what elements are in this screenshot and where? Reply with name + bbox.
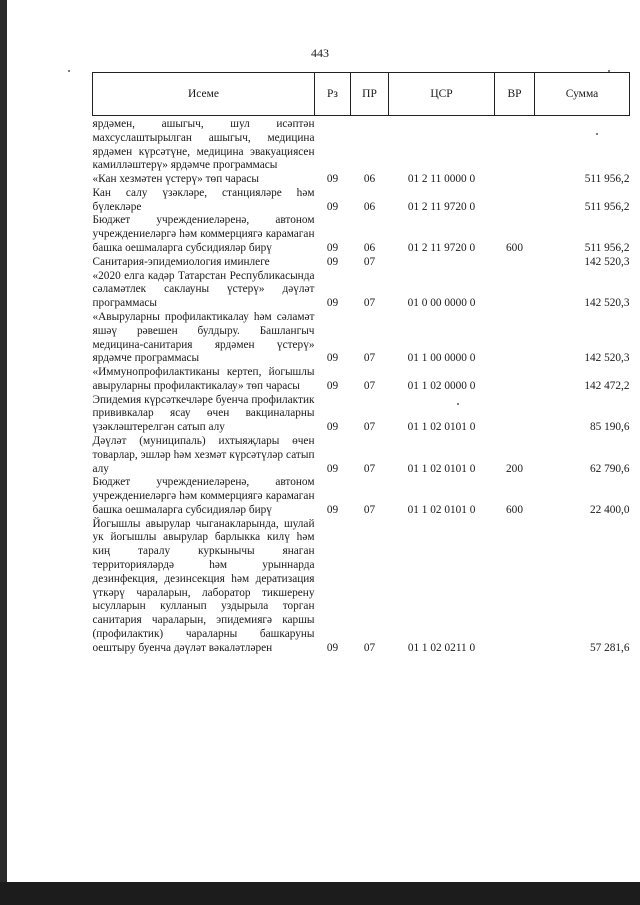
row-vr bbox=[495, 270, 535, 311]
scan-speck bbox=[68, 70, 70, 72]
row-sum: 142 472,2 bbox=[584, 379, 630, 392]
row-name: Дәүләт (муниципаль) ихтыяҗлары өчен товарлар, эшләр һәм хезмәт күрсәтүләр сатып алу bbox=[92, 434, 315, 475]
row-vr bbox=[495, 256, 535, 270]
row-name: Санитария-эпидемиология иминлеге bbox=[92, 255, 270, 268]
row-csr bbox=[389, 116, 495, 174]
table-row bbox=[93, 435, 630, 476]
row-rz: 09 bbox=[326, 503, 339, 516]
row-pr: 07 bbox=[363, 352, 376, 365]
header-rz: Рз bbox=[315, 73, 351, 116]
header-csr: ЦСР bbox=[389, 73, 495, 116]
row-sum bbox=[535, 116, 630, 174]
row-name: Кан салу үзәкләре, станцияләре һәм бүлекләре bbox=[92, 186, 315, 213]
row-name: Бюджет учреждениеләренә, автоном учреждениеләргә һәм коммерциягә карамаган башка оешмаларга субсидияләр бирү bbox=[92, 214, 315, 255]
row-rz: 09 bbox=[326, 421, 339, 434]
row-pr: 07 bbox=[363, 503, 376, 516]
row-csr: 01 1 02 0101 0 bbox=[407, 462, 476, 475]
header-pr: ПР bbox=[351, 73, 389, 116]
row-vr bbox=[495, 116, 535, 174]
row-sum: 142 520,3 bbox=[584, 297, 630, 310]
row-sum: 142 520,3 bbox=[584, 352, 630, 365]
row-name: «Кан хезмәтен үстерү» төп чарасы bbox=[92, 173, 260, 186]
table-row bbox=[93, 116, 630, 174]
row-sum: 57 281,6 bbox=[589, 641, 630, 654]
row-pr: 06 bbox=[363, 242, 376, 255]
row-pr: 07 bbox=[363, 379, 376, 392]
row-pr bbox=[351, 116, 389, 174]
row-sum: 142 520,3 bbox=[584, 255, 630, 268]
row-vr: 600 bbox=[506, 242, 523, 255]
row-rz: 09 bbox=[326, 255, 339, 268]
scan-edge-left bbox=[0, 0, 7, 905]
row-pr: 06 bbox=[363, 173, 376, 186]
row-rz: 09 bbox=[326, 173, 339, 186]
table-row bbox=[93, 366, 630, 394]
table-row bbox=[93, 311, 630, 366]
table-header-row bbox=[93, 73, 630, 116]
row-csr bbox=[389, 256, 495, 270]
row-rz: 09 bbox=[326, 352, 339, 365]
row-vr: 200 bbox=[506, 462, 523, 475]
row-sum: 511 956,2 bbox=[584, 173, 630, 186]
row-vr bbox=[495, 173, 535, 187]
budget-table bbox=[92, 72, 630, 655]
table-row bbox=[93, 256, 630, 270]
row-csr: 01 1 02 0211 0 bbox=[407, 641, 476, 654]
row-pr: 07 bbox=[363, 255, 376, 268]
row-csr: 01 2 11 0000 0 bbox=[407, 173, 476, 186]
table-row bbox=[93, 518, 630, 656]
row-pr: 07 bbox=[363, 462, 376, 475]
row-pr: 07 bbox=[363, 297, 376, 310]
row-name: «Иммунопрофилактиканы кертеп, йогышлы авыруларны профилактикалау» төп чарасы bbox=[92, 366, 315, 392]
row-csr: 01 1 02 0101 0 bbox=[407, 503, 476, 516]
row-csr: 01 1 02 0101 0 bbox=[407, 421, 476, 434]
row-rz: 09 bbox=[326, 462, 339, 475]
header-sum: Сумма bbox=[535, 73, 630, 116]
row-rz bbox=[315, 116, 351, 174]
row-vr bbox=[495, 187, 535, 215]
row-name: Бюджет учреждениеләренә, автоном учреждениеләргә һәм коммерциягә карамаган башка оешмаларга субсидияләр бирү bbox=[92, 476, 315, 516]
table-row bbox=[93, 476, 630, 517]
row-csr: 01 2 11 9720 0 bbox=[407, 242, 476, 255]
row-vr bbox=[495, 366, 535, 394]
table-row bbox=[93, 214, 630, 255]
scan-speck bbox=[596, 133, 598, 135]
scan-speck bbox=[457, 403, 459, 405]
row-csr: 01 2 11 9720 0 bbox=[407, 200, 476, 213]
row-rz: 09 bbox=[326, 297, 339, 310]
header-name: Исеме bbox=[93, 73, 315, 116]
row-pr: 07 bbox=[363, 421, 376, 434]
row-rz: 09 bbox=[326, 242, 339, 255]
row-name: «2020 елга кадәр Татарстан Республикасында сәламәтлек саклауны үстерү» дәүләт программасы bbox=[92, 269, 315, 310]
table-row bbox=[93, 173, 630, 187]
row-pr: 07 bbox=[363, 641, 376, 654]
page-number: 443 bbox=[311, 46, 329, 60]
row-rz: 09 bbox=[326, 641, 339, 654]
table-row bbox=[93, 270, 630, 311]
scan-edge-bottom bbox=[0, 882, 640, 905]
row-csr: 01 1 00 0000 0 bbox=[407, 352, 476, 365]
row-pr: 06 bbox=[363, 200, 376, 213]
row-vr bbox=[495, 394, 535, 435]
row-sum: 62 790,6 bbox=[589, 462, 630, 475]
row-sum: 22 400,0 bbox=[589, 503, 630, 516]
row-name: «Авыруларны профилактикалау һәм сәламәт яшәү рәвешен булдыру. Башлангыч медицина-санитария ярдәмен үстерү» ярдәмче программасы bbox=[92, 310, 315, 365]
row-csr: 01 0 00 0000 0 bbox=[407, 297, 476, 310]
row-sum: 85 190,6 bbox=[589, 421, 630, 434]
header-vr: ВР bbox=[495, 73, 535, 116]
scan-speck bbox=[608, 70, 610, 72]
row-rz: 09 bbox=[326, 200, 339, 213]
row-vr bbox=[495, 311, 535, 366]
row-sum: 511 956,2 bbox=[584, 242, 630, 255]
row-sum: 511 956,2 bbox=[584, 200, 630, 213]
row-name: ярдәмен, ашыгыч, шул исәптән махсуслаштырылган ашыгыч, медицина ярдәмен күрсәтүне, медицина эвакуациясен камилләштерү» ярдәмче программасы bbox=[92, 118, 315, 172]
row-name: Йогышлы авырулар чыганакларында, шулай ук йогышлы авырулар барлыкка килү һәм киң таралу куркынычы янаган территорияләрдә һәм урыннарда дезинфекция, дезинсекция һәм дератизация үткәрү чараларын, лаборатор тикшерену ысулларын кулланып уздырыла торган санитария чараларын, эпидемиягә каршы (профилактик) чараларны башкаруны оештыру буенча дәүләт вәкаләтләрен bbox=[92, 517, 315, 654]
row-vr: 600 bbox=[506, 503, 523, 516]
row-rz: 09 bbox=[326, 379, 339, 392]
row-csr: 01 1 02 0000 0 bbox=[407, 379, 476, 392]
table-row bbox=[93, 394, 630, 435]
row-name: Эпидемия күрсәткечләре буенча профилактик прививкалар ясау өчен вакциналарны үзәкләштерелгән сатып алу bbox=[92, 393, 315, 434]
row-vr bbox=[495, 518, 535, 656]
table-row bbox=[93, 187, 630, 215]
